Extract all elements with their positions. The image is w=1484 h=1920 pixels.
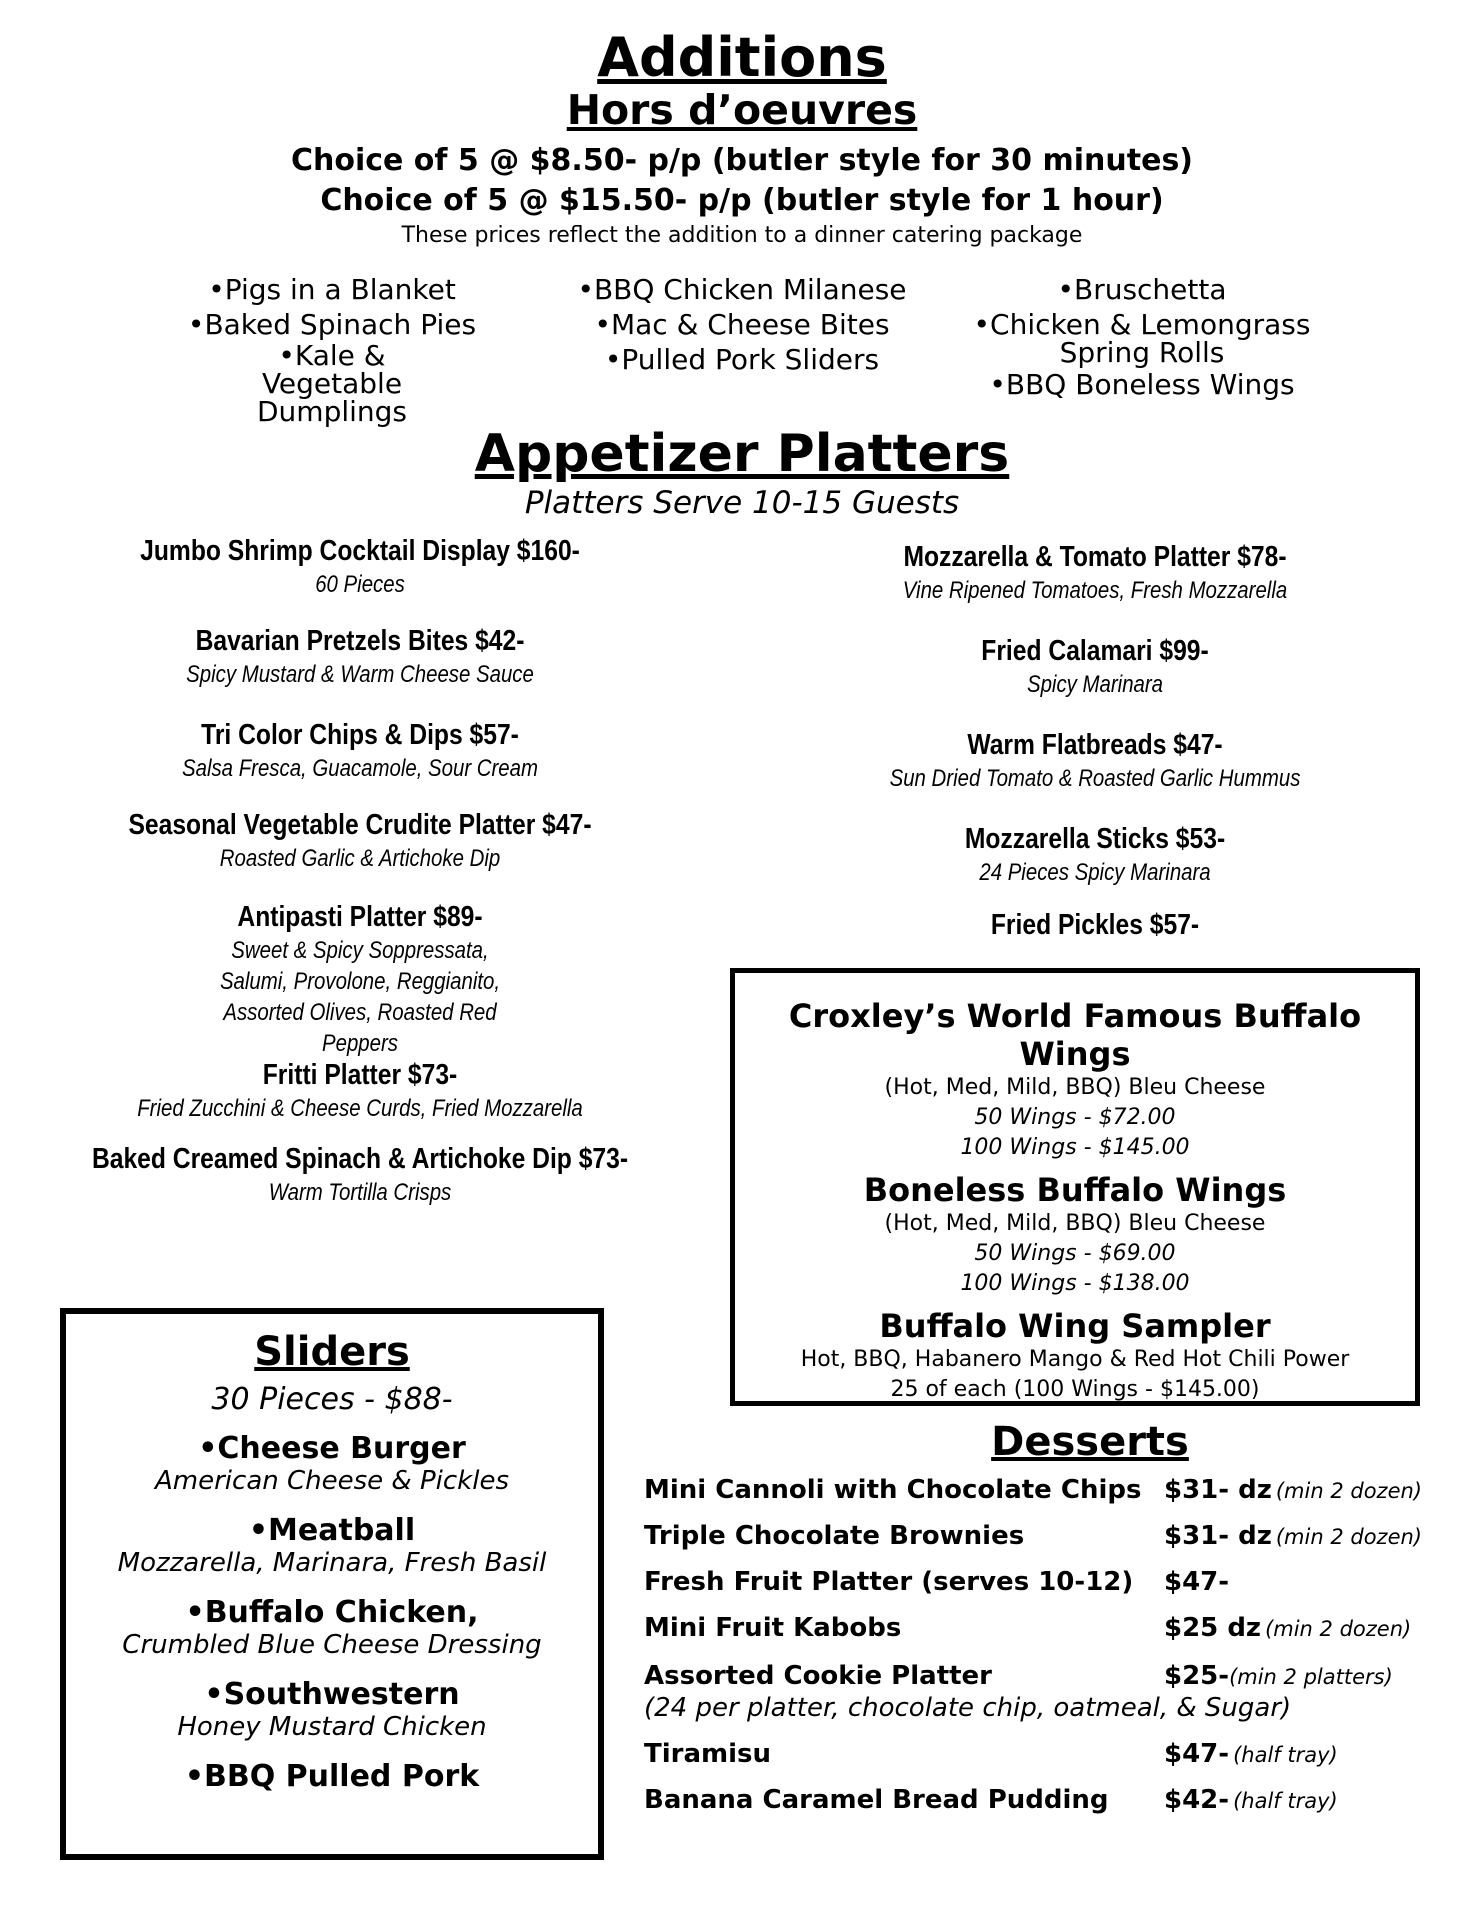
dessert-name: Triple Chocolate Brownies	[644, 1521, 1025, 1551]
wings-price-line: 50 Wings - $72.00	[974, 1105, 1176, 1130]
platter-name: Jumbo Shrimp Cocktail Display $160-	[140, 535, 580, 567]
wings-group	[735, 1171, 1415, 1299]
hors-doeuvre-item: •Mac & Cheese Bites	[594, 308, 890, 341]
dessert-name: Tiramisu	[644, 1739, 772, 1769]
platter-item	[775, 540, 1415, 606]
platter-item	[40, 1058, 680, 1124]
dessert-price-cell	[1164, 1474, 1422, 1509]
wings-options: (Hot, Med, Mild, BBQ) Bleu Cheese	[884, 1211, 1266, 1236]
slider-description: American Cheese & Pickles	[155, 1466, 509, 1496]
platter-description: Fried Zucchini & Cheese Curds, Fried Mozzarella	[137, 1095, 583, 1122]
pricing-note: These prices reflect the addition to a dinner catering package	[401, 223, 1083, 248]
platter-name: Fried Pickles $57-	[990, 909, 1200, 941]
dessert-note: (min 2 platters)	[1229, 1665, 1393, 1689]
hors-doeuvres-column-2	[532, 272, 952, 377]
sliders-price: 30 Pieces - $88-	[211, 1382, 453, 1417]
section-title-hors-doeuvres: Hors d’oeuvres	[566, 86, 918, 134]
wings-price-line: 50 Wings - $69.00	[974, 1241, 1176, 1266]
slider-name: •Meatball	[248, 1513, 416, 1548]
platter-item	[40, 808, 680, 874]
slider-description: Crumbled Blue Cheese Dressing	[122, 1630, 542, 1660]
sliders-box	[60, 1308, 604, 1860]
dessert-row	[644, 1660, 1444, 1736]
platter-name: Fried Calamari $99-	[981, 635, 1209, 667]
section-title-appetizer-platters: Appetizer Platters	[474, 424, 1010, 484]
slider-name: •Cheese Burger	[198, 1431, 466, 1466]
dessert-price: $25 dz	[1164, 1613, 1262, 1643]
wings-options: Hot, BBQ, Habanero Mango & Red Hot Chili Power	[800, 1347, 1350, 1372]
pricing-option-1-hour: Choice of 5 @ $15.50- p/p (butler style for 1 hour)	[320, 183, 1164, 218]
platter-item	[775, 822, 1415, 888]
dessert-note: (half tray)	[1233, 1743, 1338, 1767]
dessert-price: $31- dz	[1164, 1521, 1272, 1551]
platter-description: Warm Tortilla Crisps	[268, 1179, 452, 1206]
platter-description: Sun Dried Tomato & Roasted Garlic Hummus	[889, 765, 1301, 792]
dessert-price-cell	[1164, 1660, 1393, 1695]
platter-description: Spicy Marinara	[1026, 671, 1164, 698]
wings-group	[735, 997, 1415, 1163]
pricing-option-30-min: Choice of 5 @ $8.50- p/p (butler style for 30 minutes)	[290, 143, 1194, 178]
dessert-price: $42-	[1164, 1785, 1230, 1815]
hors-doeuvre-item: •Pulled Pork Sliders	[604, 343, 880, 376]
platter-name: Antipasti Platter $89-	[237, 901, 483, 933]
dessert-note: (half tray)	[1233, 1789, 1338, 1813]
wings-price-line: 25 of each (100 Wings - $145.00)	[890, 1377, 1260, 1402]
page-title: Additions	[597, 26, 887, 89]
hors-doeuvre-item: •Chicken & Lemongrass Spring Rolls	[973, 308, 1311, 369]
wings-name: Croxley’s World Famous Buffalo Wings	[788, 997, 1362, 1073]
platter-name: Baked Creamed Spinach & Artichoke Dip $73-	[91, 1143, 629, 1175]
platter-description: Roasted Garlic & Artichoke Dip	[219, 845, 501, 872]
dessert-name: Banana Caramel Bread Pudding	[644, 1785, 1109, 1815]
wings-options: (Hot, Med, Mild, BBQ) Bleu Cheese	[884, 1075, 1266, 1100]
dessert-row	[644, 1612, 1444, 1658]
wings-name: Boneless Buffalo Wings	[863, 1171, 1287, 1209]
dessert-note: (min 2 dozen)	[1275, 1525, 1422, 1549]
dessert-name: Fresh Fruit Platter (serves 10-12)	[644, 1567, 1134, 1597]
dessert-price: $47-	[1164, 1567, 1230, 1597]
hors-doeuvre-item: •Baked Spinach Pies	[187, 308, 477, 341]
slider-item	[66, 1432, 598, 1496]
dessert-price-cell	[1164, 1520, 1422, 1555]
platter-item	[40, 718, 680, 784]
slider-name: •Buffalo Chicken,	[185, 1595, 479, 1630]
dessert-price: $25-	[1164, 1661, 1230, 1691]
slider-name: •BBQ Pulled Pork	[184, 1759, 480, 1794]
platter-item	[775, 728, 1415, 794]
section-title-desserts: Desserts	[991, 1419, 1189, 1465]
platter-item	[775, 908, 1415, 943]
dessert-row	[644, 1738, 1444, 1784]
platter-item	[40, 624, 680, 690]
platter-name: Bavarian Pretzels Bites $42-	[195, 625, 525, 657]
dessert-row	[644, 1566, 1444, 1612]
dessert-name: Assorted Cookie Platter	[644, 1661, 993, 1691]
wings-name: Buffalo Wing Sampler	[879, 1307, 1271, 1345]
dessert-name: Mini Cannoli with Chocolate Chips	[644, 1475, 1142, 1505]
dessert-details: (24 per platter, chocolate chip, oatmeal, & Sugar)	[644, 1693, 1292, 1723]
hors-doeuvres-column-3	[932, 272, 1352, 402]
platter-name: Warm Flatbreads $47-	[967, 729, 1223, 761]
platter-name: Mozzarella Sticks $53-	[964, 823, 1226, 855]
slider-item	[66, 1596, 598, 1660]
dessert-price-cell	[1164, 1738, 1338, 1773]
platter-description: Sweet & Spicy Soppressata, Salumi, Provolone, Reggianito, Assorted Olives, Roasted Red Peppers	[219, 937, 501, 1057]
platter-description: Salsa Fresca, Guacamole, Sour Cream	[181, 755, 538, 782]
slider-name: •Southwestern	[204, 1677, 460, 1712]
dessert-row	[644, 1520, 1444, 1566]
platter-description: Spicy Mustard & Warm Cheese Sauce	[186, 661, 534, 688]
hors-doeuvres-column-1	[122, 272, 542, 426]
slider-item	[66, 1678, 598, 1742]
wings-price-line: 100 Wings - $138.00	[960, 1271, 1190, 1296]
platter-name: Tri Color Chips & Dips $57-	[201, 719, 519, 751]
dessert-note: (min 2 dozen)	[1265, 1617, 1412, 1641]
dessert-price: $47-	[1164, 1739, 1230, 1769]
hors-doeuvre-item: •Pigs in a Blanket	[208, 273, 456, 306]
dessert-price-cell	[1164, 1566, 1233, 1601]
platter-description: Vine Ripened Tomatoes, Fresh Mozzarella	[902, 577, 1288, 604]
section-title-sliders: Sliders	[254, 1329, 410, 1375]
slider-item	[66, 1760, 598, 1794]
hors-doeuvre-item: •Bruschetta	[1057, 273, 1227, 306]
slider-description: Mozzarella, Marinara, Fresh Basil	[117, 1548, 547, 1578]
slider-description: Honey Mustard Chicken	[177, 1712, 487, 1742]
wings-box	[730, 968, 1420, 1406]
platter-name: Fritti Platter $73-	[262, 1059, 458, 1091]
hors-doeuvre-item: •BBQ Boneless Wings	[989, 368, 1295, 401]
platter-item	[775, 634, 1415, 700]
platter-name: Seasonal Vegetable Crudite Platter $47-	[128, 809, 592, 841]
platter-item	[40, 1142, 680, 1208]
platter-description: 24 Pieces Spicy Marinara	[979, 859, 1211, 886]
dessert-price-cell	[1164, 1612, 1411, 1647]
platter-name: Mozzarella & Tomato Platter $78-	[903, 541, 1287, 573]
platter-item	[40, 900, 680, 1059]
dessert-price: $31- dz	[1164, 1475, 1272, 1505]
dessert-row	[644, 1474, 1444, 1520]
dessert-name: Mini Fruit Kabobs	[644, 1613, 902, 1643]
dessert-price-cell	[1164, 1784, 1338, 1819]
hors-doeuvre-item: •Kale & Vegetable Dumplings	[256, 339, 408, 428]
platter-item	[40, 534, 680, 600]
slider-item	[66, 1514, 598, 1578]
wings-group	[735, 1307, 1415, 1405]
hors-doeuvre-item: •BBQ Chicken Milanese	[577, 273, 907, 306]
dessert-row	[644, 1784, 1444, 1830]
appetizer-platters-subtitle: Platters Serve 10-15 Guests	[524, 485, 960, 521]
platter-description: 60 Pieces	[315, 571, 405, 598]
wings-price-line: 100 Wings - $145.00	[960, 1135, 1190, 1160]
dessert-note: (min 2 dozen)	[1275, 1479, 1422, 1503]
